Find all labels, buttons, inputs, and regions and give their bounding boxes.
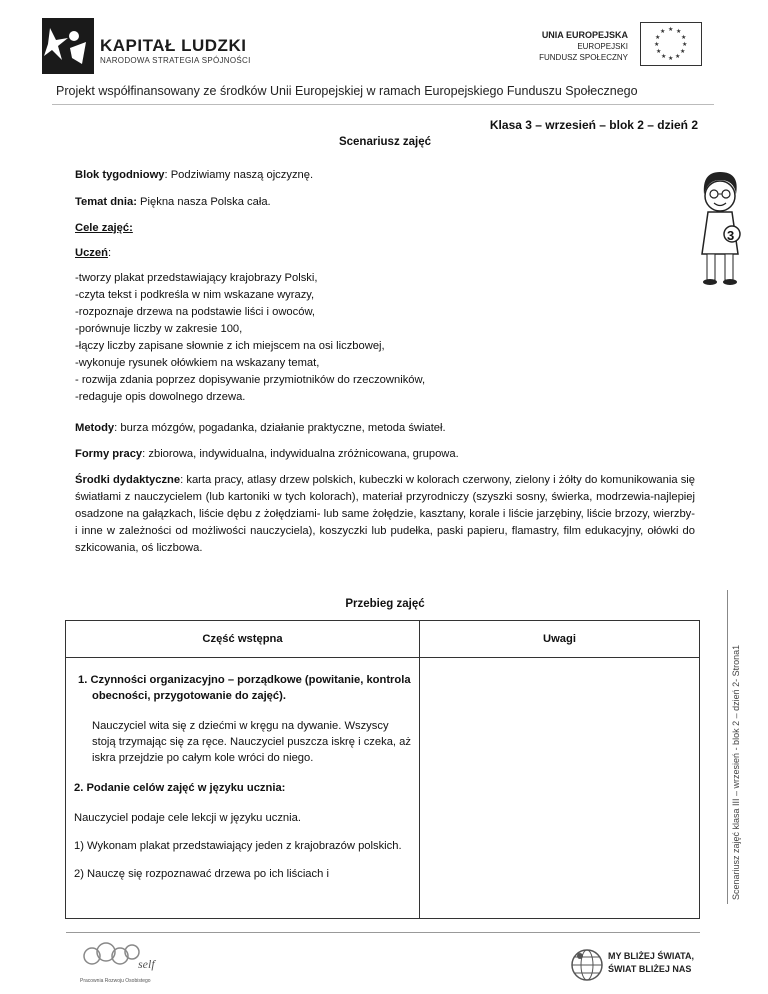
eu-line-1: UNIA EUROPEJSKA	[541, 30, 628, 40]
uczen-line	[75, 245, 695, 262]
eu-flag-icon	[640, 22, 702, 66]
svg-text:★: ★	[668, 56, 674, 62]
svg-text:★: ★	[655, 35, 661, 41]
col-header-uwagi: Uwagi	[420, 621, 700, 658]
blok-value: : Podziwiamy naszą ojczyznę.	[164, 169, 314, 181]
table-row	[66, 658, 700, 919]
svg-text:★: ★	[682, 42, 688, 48]
metody-value: : burza mózgów, pogadanka, działanie praktyczne, metoda świateł.	[114, 422, 446, 434]
metody-label: Metody	[75, 422, 115, 434]
logo-title: KAPITAŁ LUDZKI	[100, 36, 247, 55]
svg-text:★: ★	[681, 35, 687, 41]
kid-badge-number: 3	[727, 228, 735, 243]
blok-label: Blok tygodniowy	[75, 169, 165, 181]
table-header-row	[66, 621, 700, 658]
project-line: Projekt współfinansowany ze środków Unii Europejskiej w ramach Europejskiego Funduszu Społecznego	[56, 84, 638, 98]
eu-line-2: EUROPEJSKI	[577, 42, 628, 51]
plan-cell	[66, 658, 420, 919]
page-title: Scenariusz zajęć	[338, 136, 432, 148]
eu-label	[520, 30, 628, 63]
goal-item: -czyta tekst i podkreśla w nim wskazane wyrazy,	[75, 289, 315, 301]
step-2-heading: 2. Podanie celów zajęć w języku ucznia:	[74, 782, 286, 794]
svg-text:★: ★	[656, 49, 662, 55]
goal-item: -wykonuje rysunek ołówkiem na wskazany temat,	[75, 357, 320, 369]
goal-item: -łączy liczby zapisane słownie z ich miejscem na osi liczbowej,	[75, 340, 385, 352]
goal-item: -tworzy plakat przedstawiający krajobrazy Polski,	[75, 272, 318, 284]
temat-label: Temat dnia:	[75, 196, 137, 208]
side-footer-text: Scenariusz zajęć klasa III – wrzesień - blok 2 – dzień 2- Strona1	[731, 644, 741, 900]
svg-text:★: ★	[668, 27, 674, 33]
motto-line-1: MY BLIŻEJ ŚWIATA,	[608, 951, 695, 961]
globe-icon	[570, 948, 604, 982]
srodki-value: : karta pracy, atlasy drzew polskich, kubeczki w kolorach czerwony, zielony i żółty do komunikowania się światłami z nauczycielem (lub kartoniki w tych kolorach), materiał przyrodniczy (szyszki sosny, świerka, modrzewia-najlepiej osadzone na gałązkach, liście dębu z żołędziami- lub same żołędzie, kasztany, korale i liście jarzębiny, liście brzozy, wierzby- i inne w zależności od możliwości nauczyciela), koszyczki lub pudełka, paski papieru, flamastry, film edukacyjny, ołówki do szkicowania, oś liczbowa.	[75, 474, 695, 554]
class-label: Klasa 3 – wrzesień – blok 2 – dzień 2	[489, 118, 698, 132]
temat-line	[75, 194, 695, 211]
motto	[608, 950, 694, 976]
step-2-text: Nauczyciel podaje cele lekcji w języku ucznia.	[74, 812, 301, 824]
uczen-label: Uczeń	[75, 247, 108, 259]
przebieg-heading: Przebieg zajęć	[345, 598, 425, 610]
step-1-text: Nauczyciel wita się z dziećmi w kręgu na dywanie. Wszyscy stoją trzymając się za ręce. Nauczyciel puszcza iskrę i czeka, aż iskra przejdzie po całym kole wróci do niego.	[92, 720, 411, 764]
svg-text:★: ★	[661, 54, 667, 60]
goal-item: -porównuje liczby w zakresie 100,	[75, 323, 243, 335]
kapital-ludzki-logo-icon	[42, 18, 94, 74]
formy-label: Formy pracy	[75, 448, 143, 460]
goal-sub-2: 2) Nauczę się rozpoznawać drzewa po ich liściach i	[74, 868, 329, 880]
uczen-colon: :	[107, 247, 112, 259]
logo-subtitle: NARODOWA STRATEGIA SPÓJNOŚCI	[100, 56, 251, 65]
goal-item: - rozwija zdania poprzez dopisywanie przymiotników do rzeczowników,	[75, 374, 426, 386]
svg-text:★: ★	[675, 54, 681, 60]
header-divider	[52, 104, 714, 105]
srodki-label: Środki dydaktyczne	[75, 474, 181, 486]
goal-item: -redaguje opis dowolnego drzewa.	[75, 391, 246, 403]
side-divider	[727, 590, 728, 904]
formy-line	[75, 446, 695, 463]
svg-text:★: ★	[660, 29, 666, 35]
eu-line-3: FUNDUSZ SPOŁECZNY	[539, 53, 628, 62]
self-caption: Pracownia Rozwoju Osobistego	[80, 978, 151, 984]
svg-text:★: ★	[680, 49, 686, 55]
footer-divider	[66, 932, 700, 933]
goals-list	[75, 270, 695, 406]
step-1-heading: 1. Czynności organizacyjno – porządkowe (powitanie, kontrola obecności, przygotowanie do zajęć).	[78, 674, 411, 702]
notes-cell	[420, 658, 700, 919]
blok-line	[75, 167, 695, 184]
temat-value: Piękna nasza Polska cała.	[136, 196, 271, 208]
goal-sub-1: 1) Wykonam plakat przedstawiający jeden z krajobrazów polskich.	[74, 840, 402, 852]
lesson-plan-table	[65, 620, 700, 919]
self-logo-text: self	[138, 957, 155, 971]
cele-heading: Cele zajęć:	[75, 222, 133, 234]
formy-value: : zbiorowa, indywidualna, indywidualna zróżnicowana, grupowa.	[142, 448, 459, 460]
kid-mascot-icon	[690, 168, 750, 288]
metody-line	[75, 420, 695, 437]
goal-item: -rozpoznaje drzewa na podstawie liści i owoców,	[75, 306, 316, 318]
motto-line-2: ŚWIAT BLIŻEJ NAS	[608, 964, 692, 974]
col-header-czesc: Część wstępna	[66, 621, 420, 658]
svg-text:★: ★	[654, 42, 660, 48]
svg-text:★: ★	[676, 29, 682, 35]
srodki-paragraph	[75, 472, 695, 557]
